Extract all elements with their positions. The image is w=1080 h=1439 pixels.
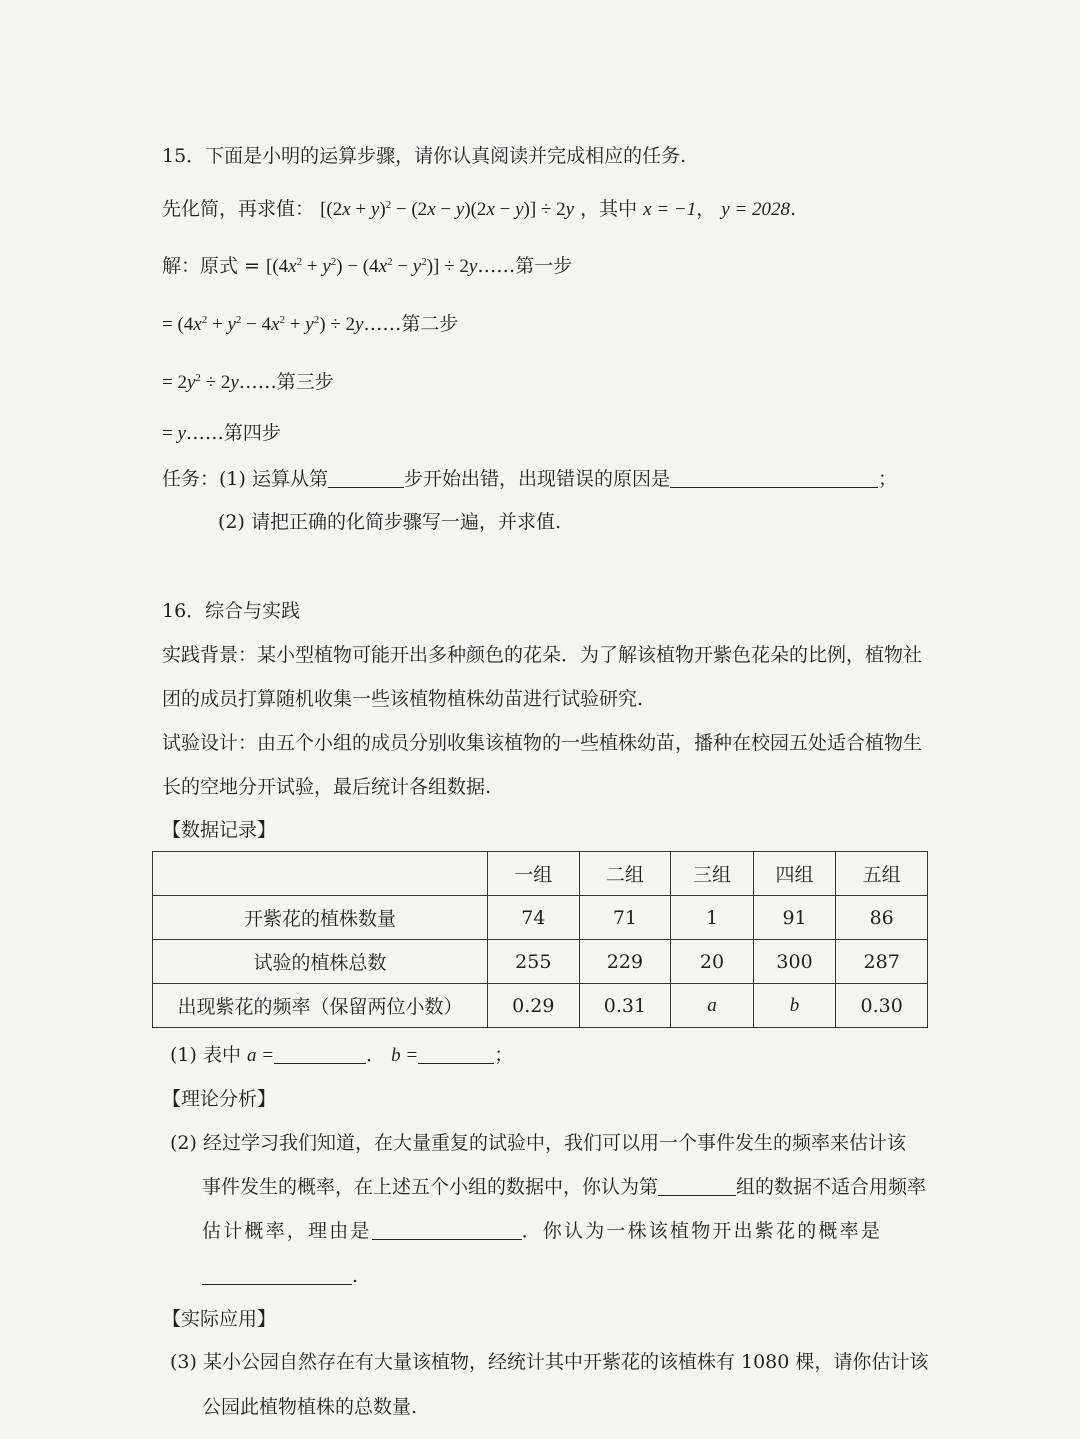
header-group-4: 四组 — [753, 852, 836, 896]
q16-title: 16．综合与实践 — [162, 600, 301, 622]
header-group-3: 三组 — [671, 852, 754, 896]
unknown-b: b — [753, 984, 836, 1028]
q16-design-1: 试验设计：由五个小组的成员分别收集该植物的一些植株幼苗，播种在校园五处适合植物生 — [162, 732, 923, 754]
q15-expression: $[(2x + y)^2 - (2x - y)(2x - y)] \div 2y$ — [320, 199, 575, 220]
q16-design-2: 长的空地分开试验，最后统计各组数据. — [162, 776, 492, 798]
q16-part3-line2: 公园此植物植株的总数量. — [202, 1396, 418, 1418]
q15-step2: = $(4x^2 + y^2 - 4x^2 + y^2)$ ÷ 2y……第二步 — [162, 313, 459, 335]
table-row: 试验的植株总数 255 229 20 300 287 — [153, 940, 928, 984]
header-group-2: 二组 — [579, 852, 671, 896]
header-group-1: 一组 — [488, 852, 580, 896]
application-heading: 【实际应用】 — [162, 1308, 277, 1330]
q16-part3-line1: (3) 某小公园自然存在有大量该植物，经统计其中开紫花的该植株有 1080 棵，请你估计该 — [170, 1351, 929, 1373]
q15-task1: 任务：(1) 运算从第 步开始出错，出现错误的原因是 ； — [162, 468, 897, 490]
q15-prompt: 先化简，再求值： $[(2x + y)^2 - (2x - y)(2x - y)] \div 2y$ ，其中 x = −1， y = 2028. — [162, 198, 797, 220]
header-group-5: 五组 — [836, 852, 928, 896]
row-label: 出现紫花的频率（保留两位小数） — [153, 984, 488, 1028]
q15-step4: = y……第四步 — [162, 422, 281, 444]
q15-step1: 解：原式 = $[(4x^2 + y^2) - (4x^2 - y^2)]$ ÷ 2y……第一步 — [162, 255, 573, 277]
answer-blank-step[interactable] — [328, 469, 404, 488]
answer-blank-reason[interactable] — [670, 469, 878, 488]
answer-blank-group[interactable] — [658, 1177, 736, 1196]
table-header-row — [153, 852, 928, 896]
q16-part2-line2: 事件发生的概率，在上述五个小组的数据中，你认为第 组的数据不适合用频率 — [202, 1176, 927, 1198]
data-table — [152, 851, 928, 1028]
q15-task2: (2) 请把正确的化简步骤写一遍，并求值. — [218, 511, 561, 533]
q15-x-value: x = −1 — [643, 199, 697, 220]
q16-background-1: 实践背景：某小型植物可能开出多种颜色的花朵．为了解该植物开紫色花朵的比例，植物社 — [162, 644, 923, 666]
row-label: 开紫花的植株数量 — [153, 896, 488, 940]
q16-part2-line3: 估计概率，理由是 ．你认为一株该植物开出紫花的概率是 — [202, 1220, 883, 1242]
q16-part2-line4: . — [202, 1264, 358, 1288]
table-row: 出现紫花的频率（保留两位小数） 0.29 0.31 a b 0.30 — [153, 984, 928, 1028]
q15-y-value: y = 2028 — [721, 199, 791, 220]
answer-blank-reason-2[interactable] — [372, 1221, 522, 1240]
table-row: 开紫花的植株数量 74 71 1 91 86 — [153, 896, 928, 940]
answer-blank-probability[interactable] — [202, 1266, 352, 1285]
answer-blank-b[interactable] — [418, 1045, 494, 1064]
q16-background-2: 团的成员打算随机收集一些该植物植株幼苗进行试验研究. — [162, 688, 644, 710]
unknown-a: a — [671, 984, 754, 1028]
q16-part1: (1) 表中 a = ． b = ； — [170, 1044, 514, 1066]
q15-title: 15．下面是小明的运算步骤，请你认真阅读并完成相应的任务. — [162, 145, 687, 167]
theory-heading: 【理论分析】 — [162, 1088, 277, 1110]
answer-blank-a[interactable] — [274, 1045, 366, 1064]
q15-step3: = $2y^2$ ÷ 2y……第三步 — [162, 371, 334, 393]
row-label: 试验的植株总数 — [153, 940, 488, 984]
q16-part2-line1: (2) 经过学习我们知道，在大量重复的试验中，我们可以用一个事件发生的频率来估计该 — [170, 1132, 906, 1154]
data-record-heading: 【数据记录】 — [162, 819, 277, 841]
